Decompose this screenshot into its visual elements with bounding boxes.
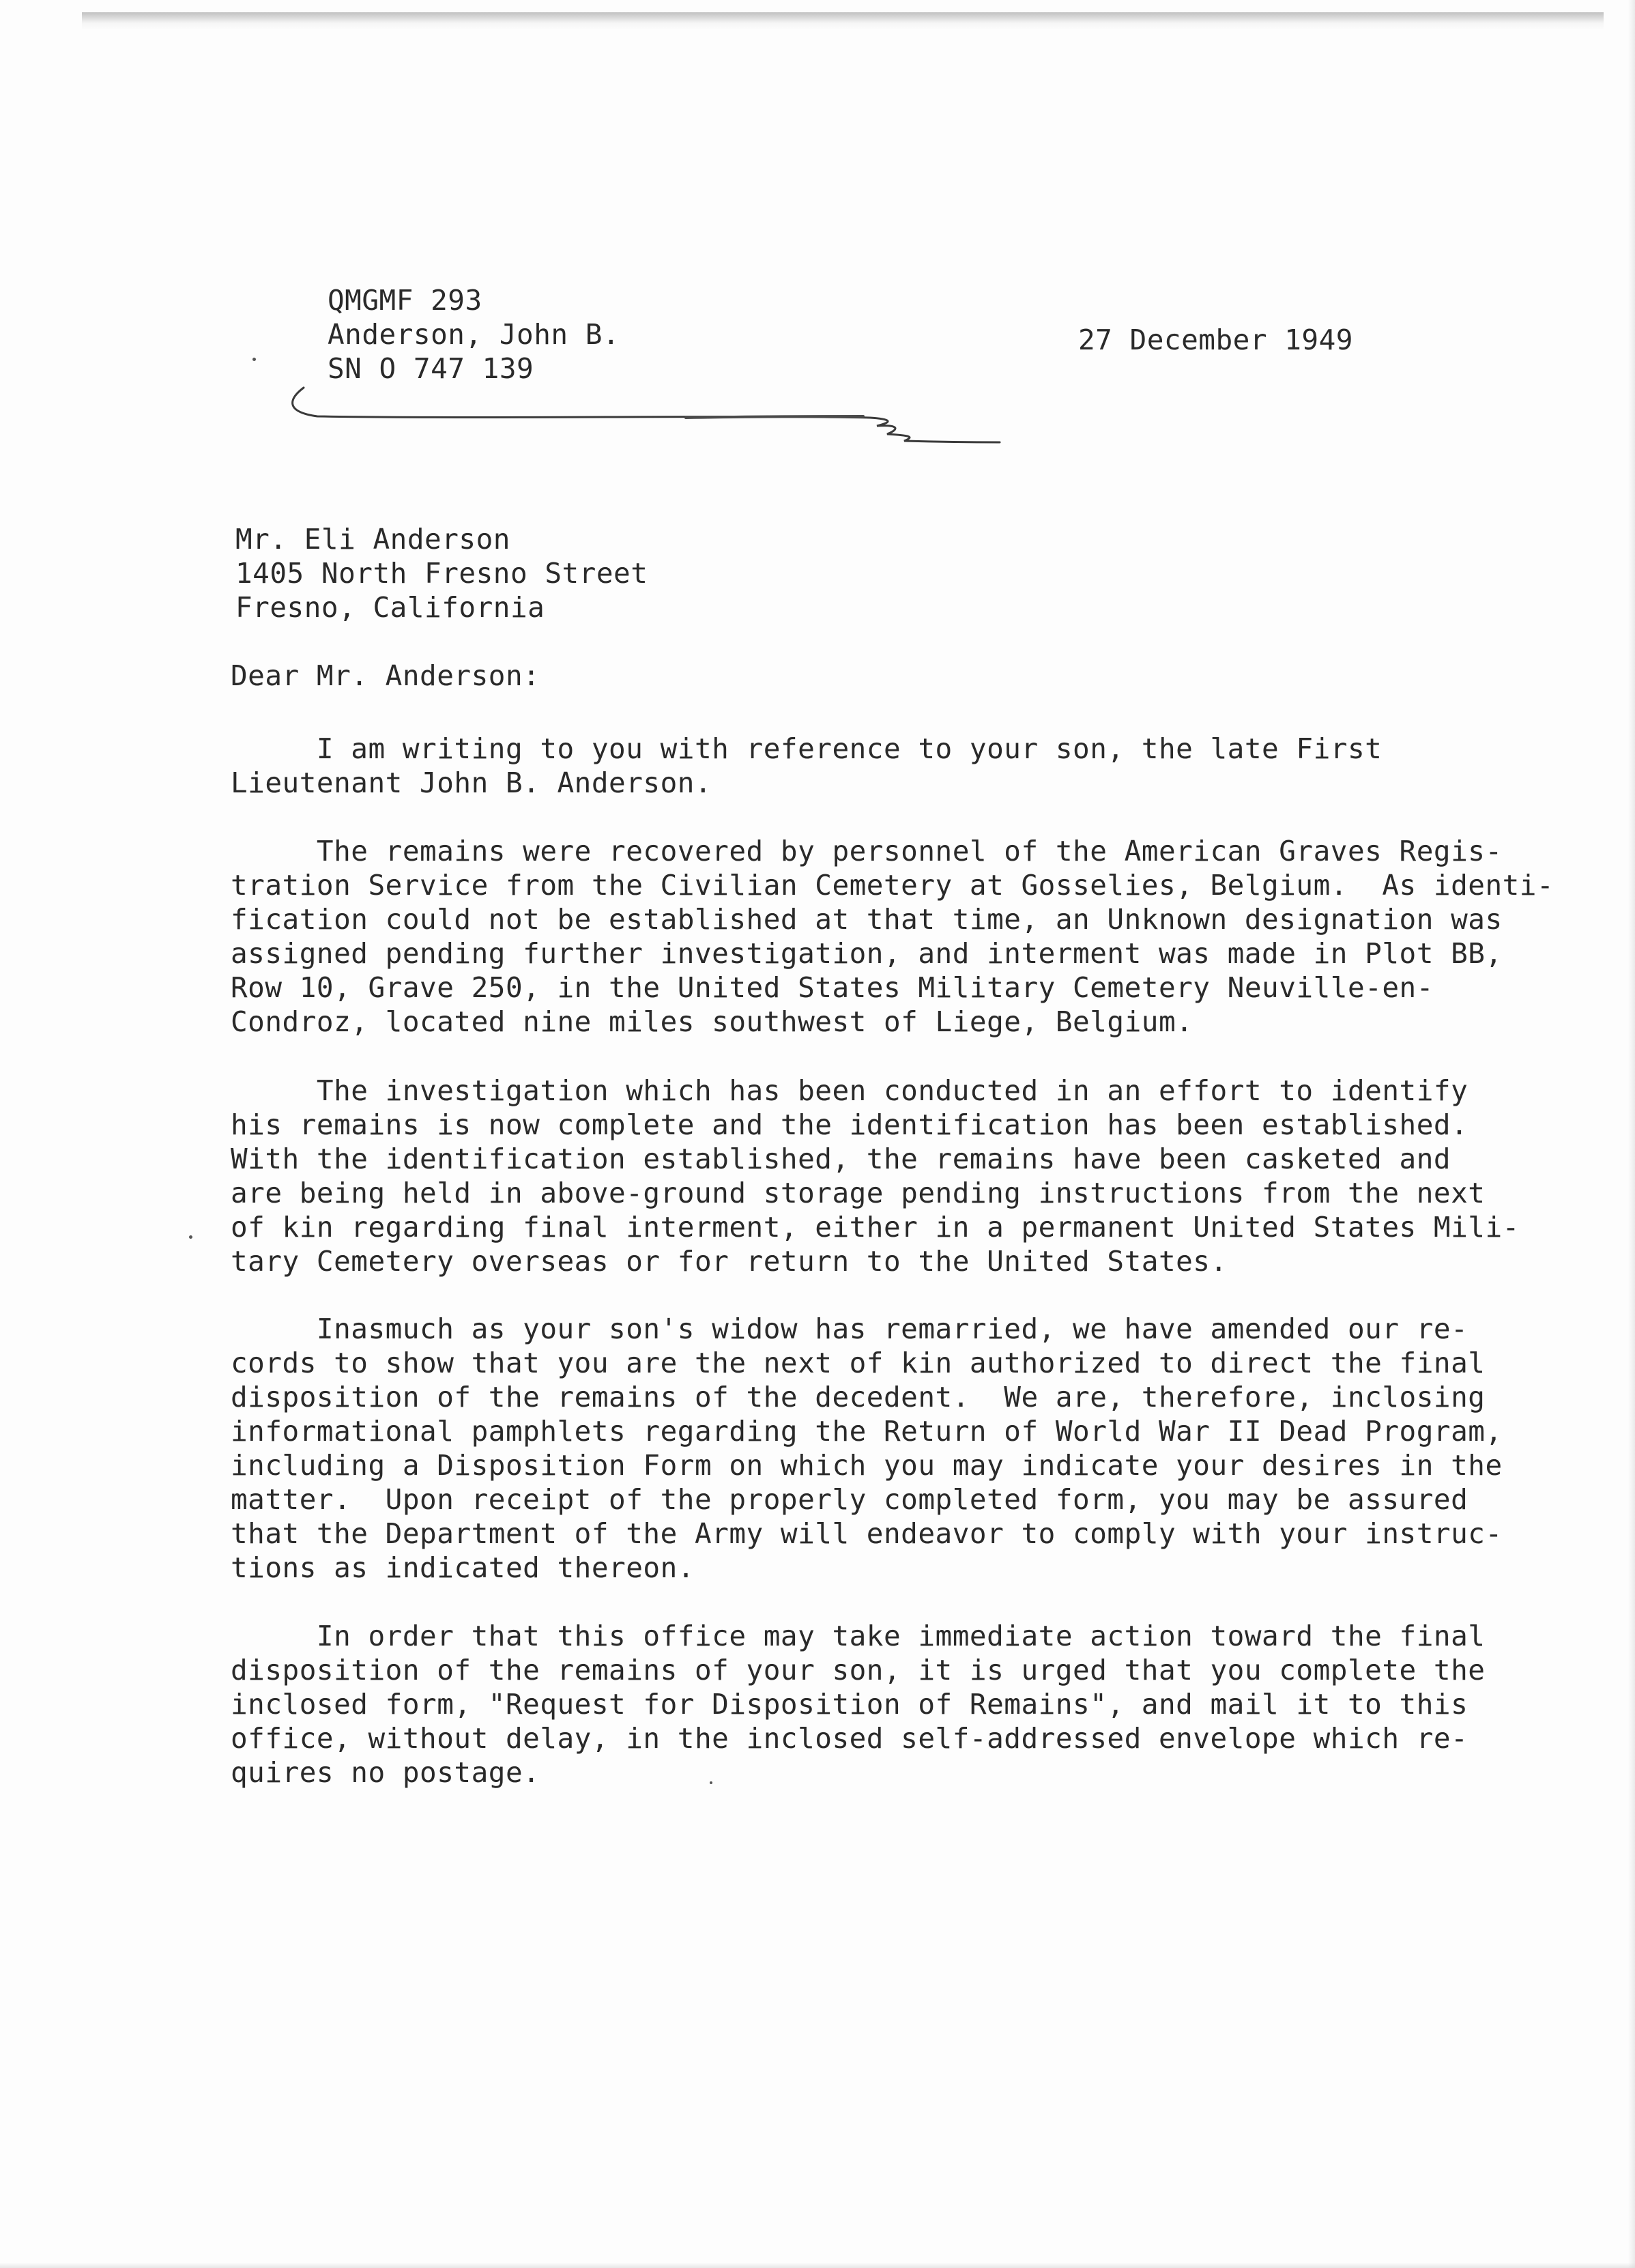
paragraph-line: Lieutenant John B. Anderson.: [231, 766, 712, 799]
paragraph-1: [231, 732, 1382, 800]
letter-date: 27 December 1949: [1078, 324, 1353, 356]
file-code: QMGMF 293: [328, 284, 482, 317]
paragraph-line: office, without delay, in the inclosed self-addressed envelope which re-: [231, 1722, 1468, 1755]
paragraph-line: disposition of the remains of the decedent. We are, therefore, inclosing: [231, 1381, 1486, 1413]
paragraph-line: Row 10, Grave 250, in the United States Military Cemetery Neuville-en-: [231, 971, 1434, 1004]
paragraph-line: including a Disposition Form on which you may indicate your desires in the: [231, 1449, 1503, 1482]
paragraph-line: cords to show that you are the next of kin authorized to direct the final: [231, 1347, 1486, 1379]
scan-speck: [189, 1235, 192, 1239]
paragraph-line: assigned pending further investigation, and interment was made in Plot BB,: [231, 937, 1503, 970]
paragraph-line: disposition of the remains of your son, it is urged that you complete the: [231, 1654, 1486, 1686]
paragraph-4: [231, 1312, 1503, 1585]
paragraph-line: The remains were recovered by personnel of the American Graves Regis-: [231, 835, 1503, 867]
paragraph-line: of kin regarding final interment, either in a permanent United States Mili-: [231, 1211, 1520, 1244]
paragraph-line: tration Service from the Civilian Cemetery at Gosselies, Belgium. As identi-: [231, 869, 1554, 902]
recipient-name: Mr. Eli Anderson: [235, 523, 510, 556]
paragraph-line: Condroz, located nine miles southwest of Liege, Belgium.: [231, 1005, 1193, 1038]
paragraph-line: fication could not be established at that time, an Unknown designation was: [231, 903, 1503, 936]
paragraph-line: that the Department of the Army will endeavor to comply with your instruc-: [231, 1517, 1503, 1550]
paragraph-line: I am writing to you with reference to your son, the late First: [231, 732, 1383, 765]
handwritten-underline-mark: [276, 374, 1027, 476]
scan-speck: [252, 358, 256, 361]
scan-shadow-right: [1628, 0, 1635, 2268]
paragraph-line: The investigation which has been conducted in an effort to identify: [231, 1074, 1468, 1107]
recipient-street: 1405 North Fresno Street: [235, 557, 648, 590]
paragraph-line: Inasmuch as your son's widow has remarried, we have amended our re-: [231, 1312, 1468, 1345]
paragraph-line: inclosed form, "Request for Disposition of Remains", and mail it to this: [231, 1688, 1468, 1721]
salutation: Dear Mr. Anderson:: [231, 659, 540, 692]
subject-name: Anderson, John B.: [328, 318, 620, 351]
paragraph-line: his remains is now complete and the identification has been established.: [231, 1108, 1468, 1141]
paragraph-line: tary Cemetery overseas or for return to the United States.: [231, 1245, 1228, 1278]
paragraph-line: tions as indicated thereon.: [231, 1551, 695, 1584]
serial-number: SN O 747 139: [328, 352, 534, 385]
scan-shadow-bottom: [0, 2263, 1635, 2268]
paragraph-line: matter. Upon receipt of the properly completed form, you may be assured: [231, 1483, 1468, 1516]
paragraph-line: With the identification established, the remains have been casketed and: [231, 1143, 1451, 1175]
paragraph-line: In order that this office may take immediate action toward the final: [231, 1620, 1486, 1652]
recipient-address: [235, 522, 648, 625]
scan-speck: [710, 1781, 712, 1784]
scan-shadow-top: [82, 12, 1604, 30]
paragraph-3: [231, 1074, 1520, 1278]
paragraph-line: quires no postage.: [231, 1756, 540, 1789]
reference-block: [328, 283, 620, 386]
recipient-city: Fresno, California: [235, 591, 545, 624]
paragraph-2: [231, 834, 1554, 1039]
paragraph-5: [231, 1619, 1485, 1790]
paragraph-line: informational pamphlets regarding the Return of World War II Dead Program,: [231, 1415, 1503, 1448]
paragraph-line: are being held in above-ground storage pending instructions from the next: [231, 1177, 1486, 1209]
